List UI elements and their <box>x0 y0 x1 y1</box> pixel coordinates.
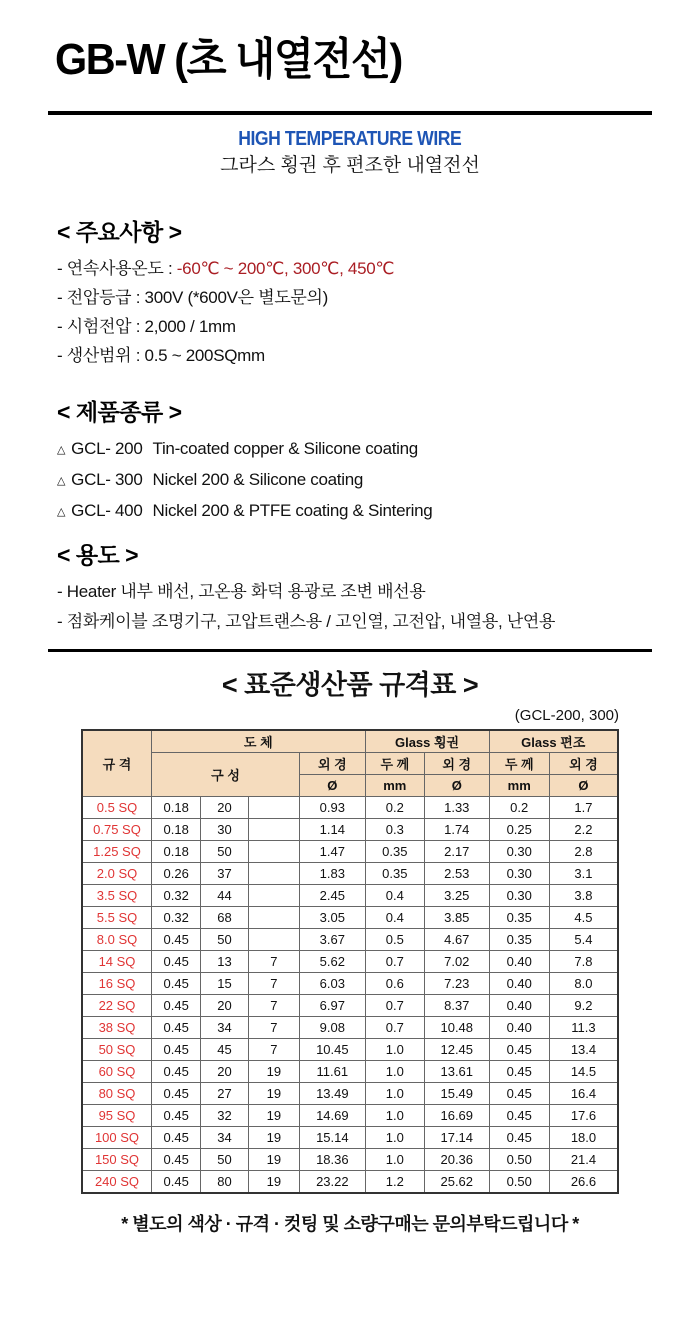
value-cell: 0.45 <box>152 1149 201 1171</box>
value-cell: 0.45 <box>489 1105 549 1127</box>
value-cell: 0.40 <box>489 951 549 973</box>
triangle-bullet-icon: △ <box>57 475 66 487</box>
value-cell: 34 <box>201 1127 248 1149</box>
value-cell: 0.30 <box>489 885 549 907</box>
size-cell: 22 SQ <box>82 995 152 1017</box>
usage-list <box>57 577 660 637</box>
header-od: 외 경 <box>425 753 489 775</box>
value-cell: 18.36 <box>300 1149 366 1171</box>
products-list <box>57 434 660 527</box>
value-cell: 0.4 <box>365 885 424 907</box>
product-code: GCL- 400 <box>71 501 143 520</box>
value-cell: 7 <box>248 1017 299 1039</box>
products-heading: < 제품종류 > <box>57 399 182 425</box>
value-cell: 14.69 <box>300 1105 366 1127</box>
value-cell: 1.0 <box>365 1105 424 1127</box>
divider-top <box>48 111 652 115</box>
header-size: 규 격 <box>82 730 152 797</box>
value-cell <box>248 885 299 907</box>
table-row <box>82 1061 618 1083</box>
value-cell: 12.45 <box>425 1039 489 1061</box>
value-cell: 1.74 <box>425 819 489 841</box>
header-unit-mm: mm <box>365 775 424 797</box>
table-row <box>82 863 618 885</box>
value-cell: 0.45 <box>152 1083 201 1105</box>
value-cell: 0.45 <box>152 1017 201 1039</box>
size-cell: 5.5 SQ <box>82 907 152 929</box>
table-row <box>82 797 618 819</box>
value-cell: 19 <box>248 1171 299 1193</box>
table-row <box>82 951 618 973</box>
value-cell: 32 <box>201 1105 248 1127</box>
value-cell: 44 <box>201 885 248 907</box>
table-row <box>82 1039 618 1061</box>
value-cell: 0.5 <box>365 929 424 951</box>
value-cell: 9.2 <box>549 995 618 1017</box>
value-cell: 4.67 <box>425 929 489 951</box>
value-cell: 2.45 <box>300 885 366 907</box>
value-cell: 19 <box>248 1149 299 1171</box>
value-cell: 0.35 <box>489 907 549 929</box>
value-cell: 0.45 <box>489 1083 549 1105</box>
size-cell: 2.0 SQ <box>82 863 152 885</box>
size-cell: 240 SQ <box>82 1171 152 1193</box>
value-cell: 1.47 <box>300 841 366 863</box>
value-cell: 0.45 <box>152 1105 201 1127</box>
list-item: - Heater 내부 배선, 고온용 화덕 용광로 조변 배선용 <box>57 582 426 601</box>
value-cell: 7.8 <box>549 951 618 973</box>
header-od: 외 경 <box>300 753 366 775</box>
value-cell: 19 <box>248 1083 299 1105</box>
table-row <box>82 929 618 951</box>
value-cell: 1.0 <box>365 1127 424 1149</box>
value-cell: 19 <box>248 1127 299 1149</box>
value-cell: 50 <box>201 1149 248 1171</box>
value-cell: 7 <box>248 951 299 973</box>
value-cell <box>248 819 299 841</box>
spec-table <box>81 729 619 1194</box>
value-cell: 17.6 <box>549 1105 618 1127</box>
value-cell: 13.61 <box>425 1061 489 1083</box>
feature-text: - 전압등급 : 300V (*600V은 별도문의) <box>57 288 329 307</box>
value-cell: 0.2 <box>489 797 549 819</box>
header-unit-mm: mm <box>489 775 549 797</box>
table-row <box>82 1149 618 1171</box>
table-row <box>82 819 618 841</box>
value-cell: 1.83 <box>300 863 366 885</box>
value-cell: 4.5 <box>549 907 618 929</box>
value-cell: 14.5 <box>549 1061 618 1083</box>
list-item <box>57 254 660 283</box>
value-cell: 0.40 <box>489 1017 549 1039</box>
value-cell: 7 <box>248 995 299 1017</box>
value-cell: 7 <box>248 973 299 995</box>
size-cell: 1.25 SQ <box>82 841 152 863</box>
value-cell: 0.50 <box>489 1149 549 1171</box>
table-row <box>82 1127 618 1149</box>
spec-table-note: (GCL-200, 300) <box>514 707 619 724</box>
value-cell: 0.7 <box>365 951 424 973</box>
value-cell: 8.0 <box>549 973 618 995</box>
value-cell: 34 <box>201 1017 248 1039</box>
value-cell: 0.45 <box>152 973 201 995</box>
table-row <box>82 1083 618 1105</box>
value-cell: 16.69 <box>425 1105 489 1127</box>
value-cell: 23.22 <box>300 1171 366 1193</box>
value-cell: 25.62 <box>425 1171 489 1193</box>
value-cell: 15.14 <box>300 1127 366 1149</box>
value-cell: 0.35 <box>365 863 424 885</box>
product-desc: Tin-coated copper & Silicone coating <box>152 439 418 458</box>
value-cell: 0.32 <box>152 885 201 907</box>
header-thickness: 두 께 <box>489 753 549 775</box>
value-cell: 0.18 <box>152 797 201 819</box>
list-item <box>57 283 660 312</box>
value-cell: 3.8 <box>549 885 618 907</box>
value-cell: 37 <box>201 863 248 885</box>
value-cell: 0.45 <box>489 1127 549 1149</box>
feature-text: - 연속사용온도 : <box>57 259 177 278</box>
value-cell: 0.30 <box>489 863 549 885</box>
value-cell: 20 <box>201 797 248 819</box>
size-cell: 8.0 SQ <box>82 929 152 951</box>
footnote: * 별도의 색상 · 규격 · 컷팅 및 소량구매는 문의부탁드립니다 * <box>121 1213 579 1234</box>
value-cell: 11.61 <box>300 1061 366 1083</box>
value-cell: 20.36 <box>425 1149 489 1171</box>
value-cell: 1.7 <box>549 797 618 819</box>
value-cell: 3.67 <box>300 929 366 951</box>
table-row <box>82 1171 618 1193</box>
value-cell: 20 <box>201 1061 248 1083</box>
header-thickness: 두 께 <box>365 753 424 775</box>
value-cell: 0.35 <box>489 929 549 951</box>
header-unit-phi: Ø <box>549 775 618 797</box>
value-cell: 0.93 <box>300 797 366 819</box>
value-cell: 0.26 <box>152 863 201 885</box>
triangle-bullet-icon: △ <box>57 506 66 518</box>
header-unit-phi: Ø <box>425 775 489 797</box>
value-cell: 7.23 <box>425 973 489 995</box>
value-cell: 0.45 <box>489 1061 549 1083</box>
list-item <box>57 341 660 370</box>
page-title: GB-W (초 내열전선) <box>55 35 402 84</box>
value-cell: 2.2 <box>549 819 618 841</box>
value-cell: 0.50 <box>489 1171 549 1193</box>
table-row <box>82 995 618 1017</box>
value-cell: 3.85 <box>425 907 489 929</box>
size-cell: 150 SQ <box>82 1149 152 1171</box>
value-cell: 1.0 <box>365 1039 424 1061</box>
value-cell: 0.40 <box>489 973 549 995</box>
value-cell: 5.4 <box>549 929 618 951</box>
value-cell: 2.53 <box>425 863 489 885</box>
spec-table-body <box>82 797 618 1193</box>
value-cell: 16.4 <box>549 1083 618 1105</box>
value-cell: 0.32 <box>152 907 201 929</box>
value-cell: 2.17 <box>425 841 489 863</box>
section-products <box>57 398 660 527</box>
subtitle-english-text: HIGH TEMPERATURE WIRE <box>238 128 462 150</box>
product-spec-page <box>0 34 700 1317</box>
features-list <box>57 254 660 370</box>
value-cell: 11.3 <box>549 1017 618 1039</box>
divider-table <box>48 649 652 652</box>
value-cell: 0.45 <box>152 1061 201 1083</box>
value-cell: 50 <box>201 841 248 863</box>
feature-highlight: -60℃ ~ 200℃, 300℃, 450℃ <box>176 259 395 278</box>
size-cell: 95 SQ <box>82 1105 152 1127</box>
value-cell <box>248 797 299 819</box>
value-cell: 45 <box>201 1039 248 1061</box>
size-cell: 14 SQ <box>82 951 152 973</box>
header-conductor-group: 도 체 <box>152 730 366 753</box>
table-row <box>82 973 618 995</box>
size-cell: 60 SQ <box>82 1061 152 1083</box>
value-cell: 0.45 <box>152 929 201 951</box>
value-cell: 0.7 <box>365 995 424 1017</box>
value-cell <box>248 907 299 929</box>
feature-text: - 시험전압 : 2,000 / 1mm <box>57 317 236 336</box>
size-cell: 100 SQ <box>82 1127 152 1149</box>
triangle-bullet-icon: △ <box>57 444 66 456</box>
value-cell: 0.6 <box>365 973 424 995</box>
product-desc: Nickel 200 & Silicone coating <box>152 470 364 489</box>
value-cell: 0.45 <box>152 951 201 973</box>
features-heading: < 주요사항 > <box>57 219 182 245</box>
value-cell: 18.0 <box>549 1127 618 1149</box>
value-cell: 1.14 <box>300 819 366 841</box>
value-cell: 0.45 <box>152 1127 201 1149</box>
value-cell: 68 <box>201 907 248 929</box>
value-cell: 0.30 <box>489 841 549 863</box>
value-cell: 26.6 <box>549 1171 618 1193</box>
list-item <box>57 496 660 527</box>
value-cell: 9.08 <box>300 1017 366 1039</box>
product-desc: Nickel 200 & PTFE coating & Sintering <box>152 501 433 520</box>
value-cell: 80 <box>201 1171 248 1193</box>
table-row <box>82 885 618 907</box>
value-cell: 13.4 <box>549 1039 618 1061</box>
value-cell: 0.45 <box>152 1039 201 1061</box>
value-cell: 19 <box>248 1061 299 1083</box>
value-cell: 50 <box>201 929 248 951</box>
value-cell: 0.35 <box>365 841 424 863</box>
value-cell: 7.02 <box>425 951 489 973</box>
value-cell: 30 <box>201 819 248 841</box>
spec-table-title: < 표준생산품 규격표 > <box>221 670 479 700</box>
header-od: 외 경 <box>549 753 618 775</box>
value-cell: 0.18 <box>152 841 201 863</box>
size-cell: 0.5 SQ <box>82 797 152 819</box>
table-row <box>82 1105 618 1127</box>
value-cell <box>248 863 299 885</box>
value-cell: 6.97 <box>300 995 366 1017</box>
value-cell: 0.2 <box>365 797 424 819</box>
value-cell: 8.37 <box>425 995 489 1017</box>
spec-table-header <box>82 730 618 797</box>
value-cell: 0.4 <box>365 907 424 929</box>
value-cell: 0.25 <box>489 819 549 841</box>
value-cell: 3.1 <box>549 863 618 885</box>
size-cell: 3.5 SQ <box>82 885 152 907</box>
list-item: - 점화케이블 조명기구, 고압트랜스용 / 고인열, 고전압, 내열용, 난연용 <box>57 612 556 631</box>
value-cell: 10.48 <box>425 1017 489 1039</box>
header-glass-wrap-group: Glass 횡권 <box>365 730 489 753</box>
size-cell: 16 SQ <box>82 973 152 995</box>
section-usage <box>57 541 660 637</box>
value-cell: 6.03 <box>300 973 366 995</box>
value-cell: 7 <box>248 1039 299 1061</box>
value-cell: 17.14 <box>425 1127 489 1149</box>
product-code: GCL- 200 <box>71 439 143 458</box>
size-cell: 50 SQ <box>82 1039 152 1061</box>
value-cell: 3.25 <box>425 885 489 907</box>
product-code: GCL- 300 <box>71 470 143 489</box>
value-cell: 0.40 <box>489 995 549 1017</box>
value-cell: 15.49 <box>425 1083 489 1105</box>
section-features <box>57 218 660 370</box>
value-cell: 0.7 <box>365 1017 424 1039</box>
table-row <box>82 841 618 863</box>
feature-text: - 생산범위 : 0.5 ~ 200SQmm <box>57 346 265 365</box>
value-cell: 13.49 <box>300 1083 366 1105</box>
value-cell: 1.0 <box>365 1061 424 1083</box>
subtitle-english <box>0 128 700 150</box>
value-cell: 20 <box>201 995 248 1017</box>
value-cell: 19 <box>248 1105 299 1127</box>
value-cell: 1.0 <box>365 1149 424 1171</box>
header-glass-braid-group: Glass 편조 <box>489 730 618 753</box>
header-composition: 구 성 <box>152 753 300 797</box>
value-cell: 3.05 <box>300 907 366 929</box>
value-cell: 10.45 <box>300 1039 366 1061</box>
value-cell: 0.3 <box>365 819 424 841</box>
table-row <box>82 1017 618 1039</box>
value-cell: 1.33 <box>425 797 489 819</box>
list-item <box>57 312 660 341</box>
list-item <box>57 434 660 465</box>
value-cell <box>248 841 299 863</box>
value-cell: 15 <box>201 973 248 995</box>
value-cell: 21.4 <box>549 1149 618 1171</box>
value-cell: 0.45 <box>152 995 201 1017</box>
value-cell: 1.2 <box>365 1171 424 1193</box>
value-cell: 0.18 <box>152 819 201 841</box>
subtitle-korean: 그라스 횡권 후 편조한 내열전선 <box>220 155 480 176</box>
table-row <box>82 907 618 929</box>
value-cell: 27 <box>201 1083 248 1105</box>
value-cell <box>248 929 299 951</box>
list-item <box>57 465 660 496</box>
value-cell: 0.45 <box>152 1171 201 1193</box>
header-unit-phi: Ø <box>300 775 366 797</box>
usage-heading: < 용도 > <box>57 542 139 568</box>
value-cell: 13 <box>201 951 248 973</box>
value-cell: 2.8 <box>549 841 618 863</box>
value-cell: 5.62 <box>300 951 366 973</box>
size-cell: 38 SQ <box>82 1017 152 1039</box>
size-cell: 80 SQ <box>82 1083 152 1105</box>
value-cell: 1.0 <box>365 1083 424 1105</box>
value-cell: 0.45 <box>489 1039 549 1061</box>
size-cell: 0.75 SQ <box>82 819 152 841</box>
